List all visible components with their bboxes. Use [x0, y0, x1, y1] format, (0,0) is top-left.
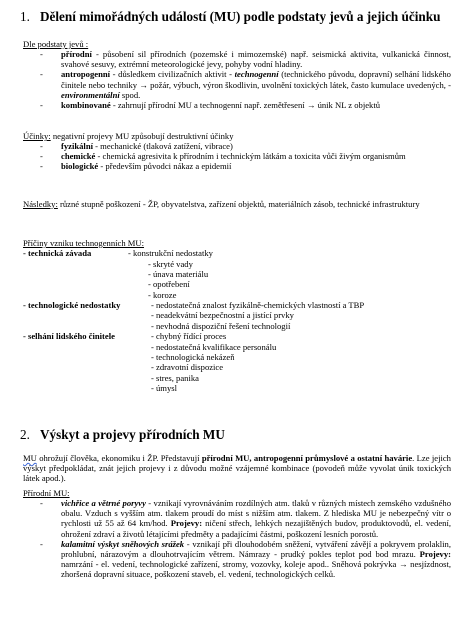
ucinky-block	[23, 131, 451, 172]
list-item: - kalamitní výskyt sněhových srážek - vznikají při dlouhodobém sněžení, vytváření závějí a pokryvem prolaklin, prohlubní, nárazovým a dlouhotrvajícím větrem. Námrazy - prudký pokles teplot pod bod mrazu. Projevy: namrzání - el. vedení, technologické zařízení, stromy, vozovky, koleje apod.. Sněhová pokrývka → nesjízdnost, zhoršená dopravní situace, poškození staveb, el. vedení, technologických celků.	[23, 539, 451, 580]
list-item: - chemické - chemická agresivita k přírodním i technickým látkám a toxicita vůči živým organismům	[23, 151, 451, 161]
podstaty-block	[23, 39, 451, 110]
section-1-heading	[20, 9, 440, 25]
list-item: - přírodní - působení sil přírodních (pozemské i mimozemské) např. seismická aktivita, vulkanická činnost, svahové sesuvy, extrémní meteorologické jevy, pohyby vodní hladiny.	[23, 49, 451, 69]
podstaty-list	[23, 49, 451, 110]
list-item: - vichřice a větrné poryvy - vznikají vyrovnáváním rozdílných atm. tlaků v různých místech zemského vzdušného obalu. Vzduch s vyšším atm. tlakem proudí do míst s nižším atm. tlakem. Z hlediska MU je nebezpečný vítr o rychlosti už 55 až 64 km/hod. Projevy: ničení střech, lehkých nezajištěných budov, produktovodů, el. vedení, ohrožení zdraví a životů létajícími předměty a padajícími částmi, poškození lesních porostů.	[23, 498, 451, 539]
priciny-label: Příčiny vzniku technogenních MU:	[23, 238, 145, 248]
list-item: - fyzikální - mechanické (tlaková zatížení, vibrace)	[23, 141, 451, 151]
priciny-block: Příčiny vzniku technogenních MU: - technická závada - konstrukční nedostatky - skryté vady - únava materiálu - opotřebení - koroze - technologické nedostatky - nedostatečná znalost fyzikálně-chemických vlastností a TBP - neadekvátní bezpečnostní a jistící prvky - nevhodná dispoziční řešení technologií - selhání lidského činitele - chybný řídící proces - nedostatečná kvalifikace personálu - technologická nekázeň - zdravotní dispozice - stres, panika - úmysl	[23, 238, 451, 394]
section-2-intro: MU ohrožují člověka, ekonomiku i ŽP. Představují přírodní MU, antropogenní průmyslové a ostatní havárie. Lze jejich výskyt předpokládat, znát jejich projevy i z důvodu možné vzájemné kombinace (povodeň může vyvolat únik toxických látek apod.).	[23, 453, 451, 484]
list-item: - kombinované - zahrnují přírodní MU a technogenní např. zemětřesení → únik NL z objektů	[23, 100, 451, 110]
section-2-heading	[20, 427, 225, 443]
prirodni-list	[23, 498, 451, 579]
podstaty-label: Dle podstaty jevů :	[23, 39, 89, 49]
list-item: - antropogenní - důsledkem civilizačních aktivit - technogenní (technického původu, dopravní) selhání lidského činitele nebo techniky → požár, výbuch, výron škodlivin, uvolnění toxických látek, často kumulace uvedených, - environmentální spod.	[23, 69, 451, 99]
prirodni-block	[23, 488, 451, 579]
section-1-title: Dělení mimořádných událostí (MU) podle podstaty jevů a jejich účinku	[40, 9, 441, 24]
nasledky-block: Následky: různé stupně poškození - ŽP, obyvatelstva, zařízení objektů, materiálních zásob, technické infrastruktury	[23, 199, 420, 209]
list-item: - biologické - především původci nákaz a epidemií	[23, 161, 451, 171]
prirodni-label: Přírodní MU:	[23, 488, 70, 498]
ucinky-line: Účinky: negativní projevy MU způsobují destruktivní účinky	[23, 131, 234, 141]
section-1-number: 1.	[20, 9, 30, 24]
ucinky-list	[23, 141, 451, 171]
section-2-number: 2.	[20, 427, 30, 442]
section-2-title: Výskyt a projevy přírodních MU	[40, 427, 225, 442]
